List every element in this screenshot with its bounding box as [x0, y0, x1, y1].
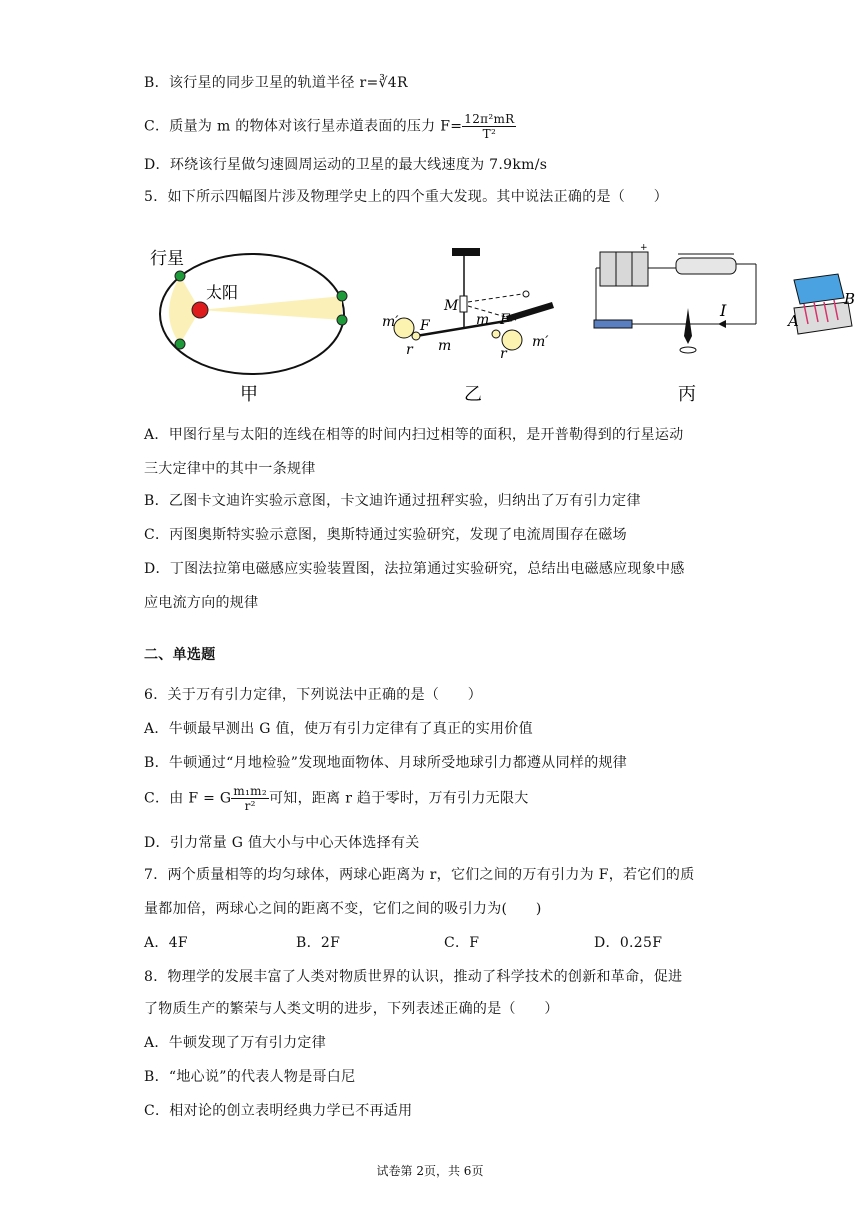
ding-A-label: A	[788, 312, 799, 330]
q6-option-d: D．引力常量 G 值大小与中心天体选择有关	[144, 835, 420, 851]
ding-B-label: B	[844, 290, 856, 308]
q7-stem-line2: 量都加倍，两球心之间的距离不变，它们之间的吸引力为( )	[144, 901, 542, 917]
q5-option-c: C．丙图奥斯特实验示意图，奥斯特通过实验研究，发现了电流周围存在磁场	[144, 527, 627, 543]
q4c-text: C．质量为 m 的物体对该行星赤道表面的压力 F=	[144, 118, 463, 135]
q5-option-a-line2: 三大定律中的其中一条规律	[144, 461, 316, 477]
q4c-fraction	[462, 112, 516, 141]
figure-jia-kepler	[148, 240, 364, 410]
section-title: 二、单选题	[144, 647, 216, 663]
q5-option-d-line2: 应电流方向的规律	[144, 595, 259, 611]
q6-stem: 6．关于万有引力定律，下列说法中正确的是（ ）	[144, 687, 483, 703]
q6c-text-pre: C．由 F = G	[144, 790, 232, 807]
figure-yi-cavendish	[376, 244, 572, 410]
q8-stem-line2: 了物质生产的繁荣与人类文明的进步，下列表述正确的是（ ）	[144, 1001, 559, 1017]
q4-option-c	[144, 112, 516, 141]
yi-m-1: m	[438, 338, 452, 354]
q4-option-d: D．环绕该行星做匀速圆周运动的卫星的最大线速度为 7.9km/s	[144, 157, 548, 173]
q5-option-b: B．乙图卡文迪许实验示意图，卡文迪许通过扭秤实验，归纳出了万有引力定律	[144, 493, 641, 509]
q6c-fraction	[231, 784, 269, 813]
yi-m-2: m	[476, 312, 490, 328]
yi-M: M	[444, 298, 459, 314]
yi-r-1: r	[406, 342, 413, 358]
bing-caption: 丙	[678, 384, 696, 405]
q8-stem-line1: 8．物理学的发展丰富了人类对物质世界的认识，推动了科学技术的创新和革命，促进	[144, 969, 683, 985]
q8-option-b: B．“地心说”的代表人物是哥白尼	[144, 1069, 356, 1085]
yi-r-2: r	[500, 346, 507, 362]
yi-F-1: F	[420, 318, 430, 334]
q4-option-b: B．该行星的同步卫星的轨道半径 r=∛4R	[144, 75, 408, 91]
yi-m-prime-2: m′	[532, 334, 549, 350]
q6-option-a: A．牛顿最早测出 G 值，使万有引力定律有了真正的实用价值	[144, 721, 533, 737]
figure-bing-oersted	[586, 240, 762, 410]
bing-I-label: I	[720, 301, 727, 320]
q5-option-d-line1: D．丁图法拉第电磁感应实验装置图，法拉第通过实验研究，总结出电磁感应现象中感	[144, 561, 685, 577]
svg-text:+: +	[640, 243, 648, 253]
q5-option-a-line1: A．甲图行星与太阳的连线在相等的时间内扫过相等的面积，是开普勒得到的行星运动	[144, 427, 684, 443]
q7-option-c: C．F	[444, 935, 480, 951]
q6-option-c	[144, 784, 529, 813]
q4c-denominator: T²	[482, 127, 497, 141]
q6c-numerator: m₁m₂	[233, 784, 267, 798]
q8-option-a: A．牛顿发现了万有引力定律	[144, 1035, 327, 1051]
q7-option-a: A．4F	[144, 935, 188, 951]
sun-dot	[192, 302, 208, 318]
q6-option-b: B．牛顿通过“月地检验”发现地面物体、月球所受地球引力都遵从同样的规律	[144, 755, 628, 771]
q5-stem: 5．如下所示四幅图片涉及物理学史上的四个重大发现。其中说法正确的是（ ）	[144, 189, 669, 205]
q6c-text-post: 可知，距离 r 趋于零时，万有引力无限大	[268, 790, 529, 807]
q7-stem-line1: 7．两个质量相等的均匀球体，两球心距离为 r，它们之间的万有引力为 F，若它们的质	[144, 867, 695, 883]
jia-planet-label: 行星	[150, 249, 184, 269]
yi-m-prime-1: m′	[382, 314, 399, 330]
q6c-denominator: r²	[244, 799, 256, 813]
q7-option-b: B．2F	[296, 935, 341, 951]
jia-caption: 甲	[240, 384, 258, 405]
q4c-numerator: 12π²mR	[464, 112, 515, 126]
q7-option-d: D．0.25F	[594, 935, 663, 951]
yi-caption: 乙	[464, 384, 482, 405]
page-footer: 试卷第 2页，共 6页	[376, 1164, 484, 1178]
jia-sun-label: 太阳	[206, 283, 239, 302]
yi-F-2: F	[500, 312, 510, 328]
q8-option-c: C．相对论的创立表明经典力学已不再适用	[144, 1103, 413, 1119]
figure-ding-faraday	[778, 264, 860, 360]
